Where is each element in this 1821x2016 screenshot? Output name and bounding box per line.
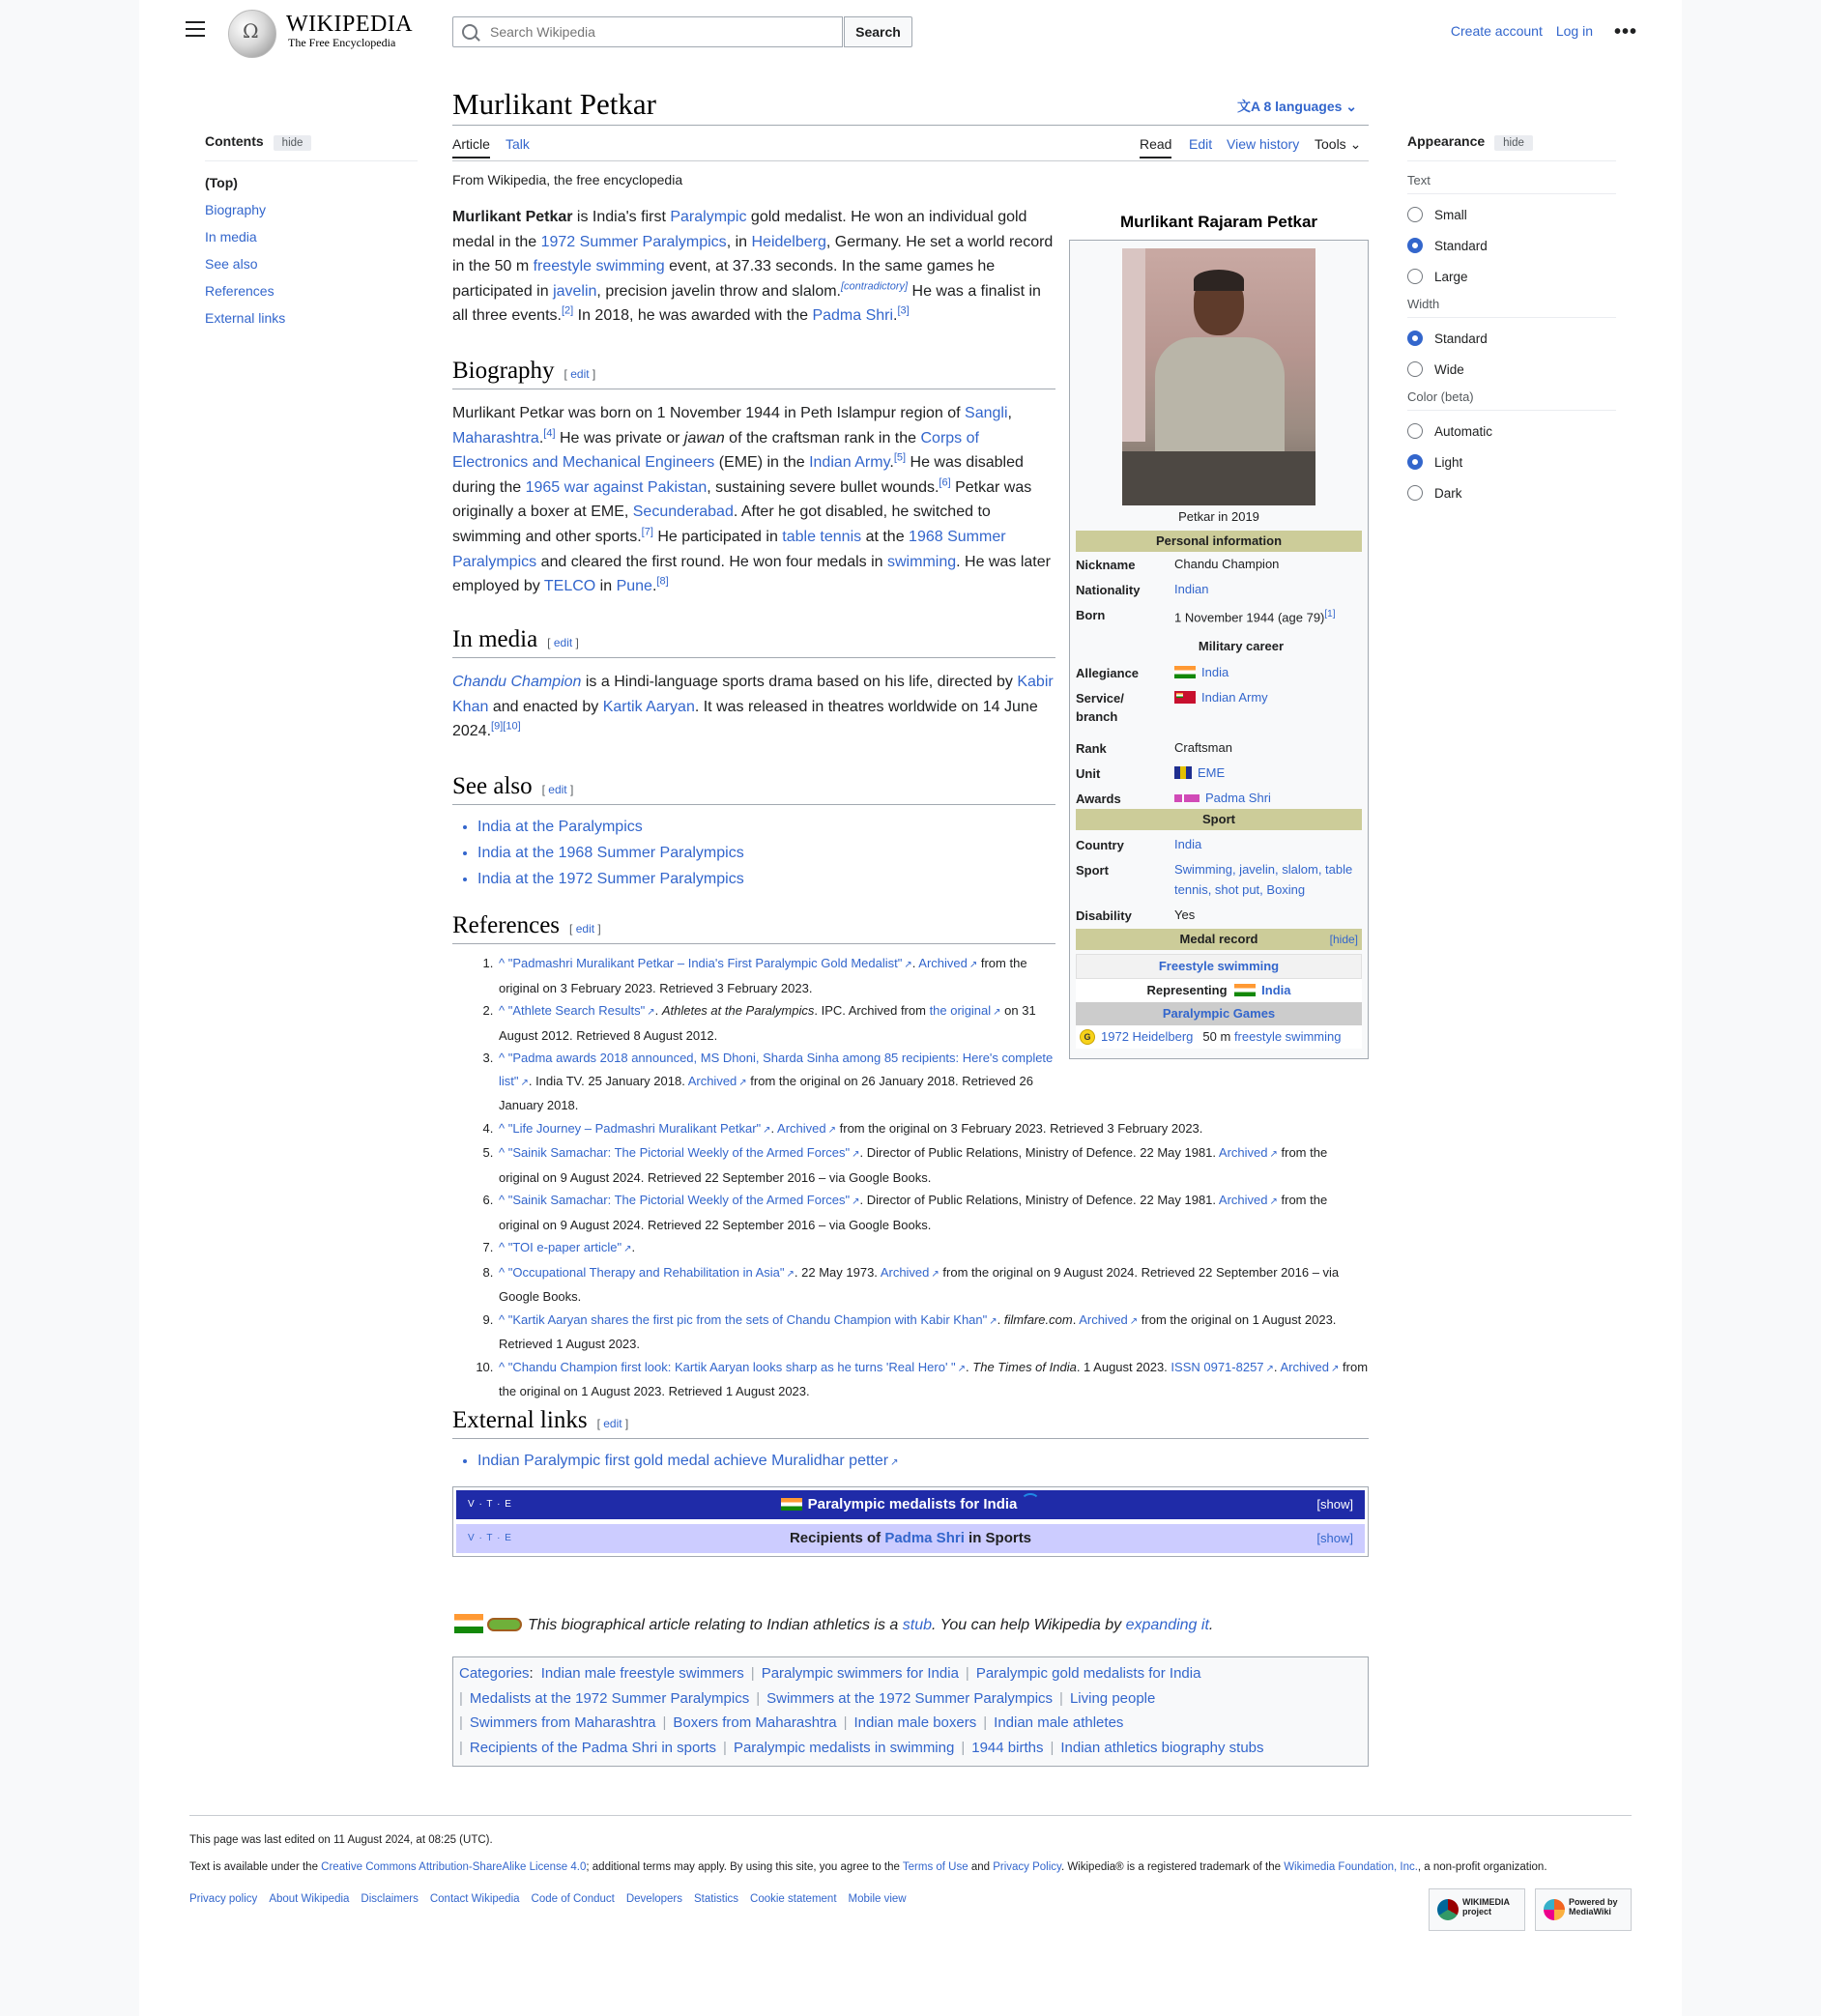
label-unit: Unit [1076,766,1101,781]
link-telco[interactable]: TELCO [543,578,596,595]
text-size-label: Text [1407,161,1616,194]
infobox-header-sport: Sport [1076,809,1362,830]
color-automatic-radio[interactable]: Automatic [1407,417,1616,447]
value-allegiance [1174,662,1364,682]
category-link[interactable]: Paralympic swimmers for India [761,1665,959,1682]
edit-section-link[interactable]: [ edit ] [596,1417,629,1430]
label-disability: Disability [1076,908,1132,923]
infobox [1069,240,1369,1059]
reference-item: 9. ^ "Kartik Aaryan shares the first pic from the sets of Chandu Champion with Kabir Khan" ↗ . filmfare.com. Archived ↗ from the original on 1 August 2023. Retrieved 1 August 2023. [497,1309,1369,1356]
text-size-large-radio[interactable]: Large [1407,262,1616,293]
external-links-list [452,1448,1055,1476]
reference-item: 7. ^ "TOI e-paper article" ↗ . [497,1236,1369,1261]
external-link[interactable]: Indian Paralympic first gold medal achieve Muralidhar petter ↗ [477,1453,898,1469]
color-label: Color (beta) [1407,386,1616,411]
value-country[interactable]: India [1174,837,1202,851]
footer-divider [189,1815,1632,1816]
reference-item: 10. ^ "Chandu Champion first look: Kartik Aaryan looks sharp as he turns 'Real Hero' " ↗ . The Times of India. 1 August 2023. ISSN 0971-8257 ↗ . Archived ↗ from the original on 1 August 2023. Retrieved 1 August 2023. [497,1356,1369,1403]
biography-paragraph: Murlikant Petkar was born on 1 November 1944 in Peth Islampur region of Sangli, Maharashtra.[4] He was private or jawan of the craftsman rank in the Corps of Electronics and Mechanical Engineers (EME) in the Indian Army.[5] He was disabled during the 1965 war against Pakistan, sustaining severe bullet wounds.[6] Petkar was originally a boxer at EME, Secunderabad. After he got disabled, he switched to swimming and other sports.[7] He participated in table tennis at the 1968 Summer Paralympics and cleared the first round. He won four medals in swimming. He was later employed by TELCO in Pune.[8] [452,405,1051,595]
toc-hide-button[interactable]: hide [274,135,312,151]
lead-paragraph: Murlikant Petkar is India's first Paralympic gold medalist. He won an individual gold medal in the 1972 Summer Paralympics, in Heidelberg, Germany. He set a world record in the 50 m freestyle swimming event, at 37.33 seconds. In the same games he participated in javelin, precision javelin throw and slalom.[contradictory] He was a finalist in all three events.[2] In 2018, he was awarded with the Padma Shri.[3] [452,209,1054,325]
label-nickname: Nickname [1076,558,1136,572]
footer-links [189,1893,918,1905]
tab-talk[interactable]: Talk [506,136,530,152]
footer-link-privacy[interactable]: Privacy policy [189,1893,258,1905]
heading-text: Biography [452,358,555,384]
category-link[interactable]: Swimmers at the 1972 Summer Paralympics [766,1689,1054,1707]
toc-item-references[interactable]: References [205,283,275,299]
navbox-title-link[interactable]: Padma Shri [884,1530,965,1546]
link-sangli[interactable]: Sangli [965,405,1008,421]
link-swimming[interactable]: swimming [887,553,957,570]
link-chandu-champion[interactable]: Chandu Champion [452,674,582,690]
medal-record-hide-toggle[interactable]: [hide] [1329,933,1358,946]
navbox-container [452,1486,1369,1557]
stub-link[interactable]: stub [902,1617,933,1633]
value-service-branch [1174,687,1364,707]
toc-item-biography[interactable]: Biography [205,202,267,217]
padma-shri-ribbon-icon [1174,794,1200,802]
edit-section-link[interactable]: [ edit ] [564,367,596,381]
wikipedia-globe-logo[interactable] [228,10,276,58]
medal-event-link[interactable]: 1972 Heidelberg [1101,1029,1194,1044]
reference-item: 3. ^ "Padma awards 2018 announced, MS Dhoni, Sharda Sinha among 85 recipients: Here's complete list" ↗ . India TV. 25 January 2018. Archived ↗ from the original on 26 January 2018. Retrieved 26 January 2018. [497,1047,1055,1117]
value-awards [1174,788,1364,808]
link-maharashtra[interactable]: Maharashtra [452,429,539,446]
infobox-header-personal: Personal information [1076,531,1362,552]
medal-event-text: 50 m [1202,1029,1231,1044]
reference-item: 6. ^ "Sainik Samachar: The Pictorial Weekly of the Armed Forces" ↗ . Director of Public Relations, Ministry of Defence. 22 May 1981. Archived ↗ from the original on 9 August 2024. Retrieved 22 September 2016 – via Google Books. [497,1189,1369,1236]
category-link[interactable]: Medalists at the 1972 Summer Paralympics [469,1689,750,1707]
link-corps-eme[interactable]: Corps of Electronics and Mechanical Engineers [452,429,979,472]
tab-read[interactable]: Read [1140,136,1171,158]
see-also-link[interactable]: India at the 1968 Summer Paralympics [477,845,744,861]
see-also-list [452,814,1055,892]
india-flag-icon [1174,666,1196,678]
category-link[interactable]: Indian male boxers [853,1714,977,1732]
link-table-tennis[interactable]: table tennis [782,528,862,545]
navbox-padma-shri-sports[interactable] [456,1524,1365,1553]
mediawiki-logo-icon [1544,1899,1565,1920]
indian-army-flag-icon [1174,691,1196,704]
agitos-icon [1021,1493,1040,1511]
value-rank: Craftsman [1174,740,1232,755]
category-link[interactable]: Swimmers from Maharashtra [469,1714,656,1732]
search-field[interactable] [452,16,843,47]
width-wide-radio[interactable]: Wide [1407,355,1616,386]
medal-row-freestyle[interactable]: Freestyle swimming [1076,954,1362,979]
terms-link[interactable]: Terms of Use [902,1861,968,1873]
reference-item: 5. ^ "Sainik Samachar: The Pictorial Weekly of the Armed Forces" ↗ . Director of Public Relations, Ministry of Defence. 22 May 1981. Archived ↗ from the original on 9 August 2024. Retrieved 22 September 2016 – via Google Books. [497,1141,1369,1189]
link-1965-war[interactable]: 1965 war against Pakistan [525,478,708,496]
translate-icon: 文A [1237,99,1260,114]
expanding-it-link[interactable]: expanding it [1125,1617,1209,1633]
edit-label[interactable]: edit [575,922,595,936]
appearance-title: Appearance [1407,133,1486,149]
photo-caption: Petkar in 2019 [1178,509,1259,524]
india-athletics-stub-icon [454,1612,524,1635]
search-button[interactable]: Search [844,16,912,47]
chevron-down-icon: ⌄ [1345,99,1358,114]
toc-item-see-also[interactable]: See also [205,256,258,272]
in-media-paragraph: Chandu Champion is a Hindi-language sports drama based on his life, directed by Kabir Khan and enacted by Kartik Aaryan. It was released in theatres worldwide on 14 June 2024.[9][10] [452,674,1054,740]
medal-row-representing [1076,979,1362,1002]
value-born: 1 November 1944 (age 79)[1] [1174,609,1336,625]
reference-item: 2. ^ "Athlete Search Results" ↗ . Athletes at the Paralympics. IPC. Archived from the original ↗ on 31 August 2012. Retrieved 8 August 2012. [497,999,1055,1047]
category-link[interactable]: Paralympic medalists in swimming [733,1739,955,1756]
section-heading-external-links [452,1407,1369,1439]
wikimedia-project-badge[interactable]: WIKIMEDIA project [1429,1888,1525,1931]
navbox-title-pre: Recipients of [789,1530,885,1546]
label-rank: Rank [1076,741,1107,756]
link-paralympic[interactable]: Paralympic [670,209,747,225]
link-heidelberg[interactable]: Heidelberg [751,233,826,250]
infobox-title: Murlikant Rajaram Petkar [1119,213,1318,231]
tab-edit[interactable]: Edit [1189,136,1213,152]
wmf-link[interactable]: Wikimedia Foundation, Inc. [1284,1861,1418,1873]
footer-link-contact[interactable]: Contact Wikipedia [429,1893,520,1905]
personal-tools [1437,23,1593,39]
edit-label[interactable]: edit [548,783,567,796]
color-dark-radio[interactable]: Dark [1407,478,1616,509]
medal-record-table [1076,954,1362,1049]
value-nationality[interactable]: Indian [1174,582,1209,596]
powered-by-mediawiki-badge[interactable]: Powered by MediaWiki [1535,1888,1632,1931]
privacy-link[interactable]: Privacy Policy [993,1861,1061,1873]
navbox-show-toggle[interactable]: [show] [1316,1497,1353,1512]
category-link[interactable]: Paralympic gold medalists for India [975,1665,1201,1682]
military-career-heading: Military career [1198,639,1285,653]
appearance-hide-button[interactable]: hide [1494,135,1533,151]
representing-label: Representing [1146,983,1228,997]
vte-links[interactable]: V · T · E [468,1499,512,1510]
link-pune[interactable]: Pune [616,578,652,595]
edit-label[interactable]: edit [570,367,590,381]
reference-item: 1. ^ "Padmashri Muralikant Petkar – India's First Paralympic Gold Medalist" ↗ . Archived ↗ from the original on 3 February 2023. Retrieved 3 February 2023. [497,952,1055,999]
appearance-panel [1407,133,1616,509]
label-nationality: Nationality [1076,583,1141,597]
value-unit [1174,763,1364,783]
medal-sport-link[interactable]: freestyle swimming [1233,1029,1342,1044]
footer-link-mobile-view[interactable]: Mobile view [848,1893,907,1905]
chevron-down-icon: ⌄ [1349,136,1362,152]
search-icon [462,24,477,40]
toc-item-external-links[interactable]: External links [205,310,286,326]
allegiance-link[interactable]: India [1201,665,1229,679]
navbox-title-post: in Sports [964,1530,1032,1546]
footer-link-disclaimers[interactable]: Disclaimers [361,1893,419,1905]
language-count: 8 languages [1263,99,1343,114]
last-edited: This page was last edited on 11 August 2024, at 08:25 (UTC). [189,1834,493,1846]
heading-text: In media [452,626,538,652]
categories-label[interactable]: Categories [459,1665,530,1682]
list-item[interactable] [477,840,1055,866]
toc-item-top[interactable]: (Top) [205,175,238,190]
stub-text: . [1208,1617,1214,1633]
medal-row-paralympic-games[interactable]: Paralympic Games [1076,1002,1362,1025]
link-padma-shri[interactable]: Padma Shri [812,307,894,325]
categories-box: Categories: Indian male freestyle swimmers | Paralympic swimmers for India | Paralympic gold medalists for India | Medalists at the 1972 Summer Paralympics | Swimmers at the 1972 Summer Paralympics | Living people | Swimmers from Maharashtra | Boxers from Maharashtra | Indian male boxers | Indian male athletes | Recipients of the Padma Shri in sports | Paralympic medalists in swimming | 1944 births | Indian athletics biography stubs [452,1656,1369,1767]
edit-section-link[interactable]: [ edit ] [541,783,574,796]
link-indian-army[interactable]: Indian Army [809,454,890,472]
reference-item: 4. ^ "Life Journey – Padmashri Muralikant Petkar" ↗ . Archived ↗ from the original on 3 February 2023. Retrieved 3 February 2023. [497,1117,1369,1142]
language-button[interactable] [1237,97,1357,116]
label-allegiance: Allegiance [1076,666,1140,680]
born-text: 1 November 1944 (age 79) [1174,610,1325,625]
footer-link-code-of-conduct[interactable]: Code of Conduct [531,1893,615,1905]
category-link[interactable]: Indian male freestyle swimmers [540,1665,744,1682]
link-kartik-aaryan[interactable]: Kartik Aaryan [602,698,695,715]
link-javelin[interactable]: javelin [553,282,597,300]
category-link[interactable]: Recipients of the Padma Shri in sports [469,1739,717,1756]
footer-link-about[interactable]: About Wikipedia [269,1893,350,1905]
main-menu-icon[interactable] [186,21,205,39]
site-header [139,0,1682,64]
edit-section-link[interactable]: [ edit ] [547,636,579,649]
see-also-link[interactable]: India at the Paralympics [477,819,643,835]
section-heading-biography [452,358,1055,389]
search-input[interactable] [488,23,830,41]
tab-article[interactable]: Article [452,136,490,158]
category-link[interactable]: Boxers from Maharashtra [673,1714,837,1732]
reference-item: 8. ^ "Occupational Therapy and Rehabilitation in Asia" ↗ . 22 May 1973. Archived ↗ from the original on 9 August 2024. Retrieved 22 September 2016 – via Google Books. [497,1261,1369,1309]
label-sport: Sport [1076,863,1109,878]
navbox-show-toggle[interactable]: [show] [1316,1531,1353,1545]
medal-record-title: Medal record [1179,932,1258,946]
portrait-photo[interactable] [1122,248,1315,505]
table-of-contents [205,133,418,326]
license-link[interactable]: Creative Commons Attribution-ShareAlike License 4.0 [321,1861,587,1873]
list-item[interactable] [477,866,1055,892]
value-sport[interactable]: Swimming, javelin, slalom, table tennis, shot put, Boxing [1174,862,1353,897]
label-awards: Awards [1076,792,1121,806]
log-in-link[interactable]: Log in [1555,23,1593,39]
wikipedia-tagline: The Free Encyclopedia [288,36,396,49]
footer-link-statistics[interactable]: Statistics [694,1893,739,1905]
width-standard-radio[interactable]: Standard [1407,324,1616,355]
value-disability: Yes [1174,907,1196,922]
service-link[interactable]: Indian Army [1201,690,1268,705]
list-item[interactable] [477,814,1055,840]
india-flag-icon [781,1498,802,1511]
stub-text: . You can help Wikipedia by [932,1617,1126,1633]
link-freestyle-swimming[interactable]: freestyle swimming [533,258,665,275]
width-label: Width [1407,293,1616,318]
footer-link-developers[interactable]: Developers [625,1893,683,1905]
heading-text: See also [452,773,533,799]
category-link[interactable]: 1944 births [971,1739,1044,1756]
india-flag-icon [1234,984,1256,996]
title-divider [452,125,1369,126]
section-heading-in-media [452,626,1055,658]
unit-link[interactable]: EME [1198,765,1226,780]
eme-flag-icon [1174,766,1192,779]
heading-text: References [452,912,561,938]
tab-tools[interactable] [1315,136,1361,153]
link-1968-summer-paralympics[interactable]: 1968 Summer Paralympics [452,528,1006,570]
link-secunderabad[interactable]: Secunderabad [632,504,734,521]
site-subtitle: From Wikipedia, the free encyclopedia [452,172,683,187]
toc-item-in-media[interactable]: In media [205,229,257,245]
wikimedia-logo-icon [1437,1899,1459,1920]
awards-link[interactable]: Padma Shri [1205,791,1271,805]
tools-label: Tools [1315,136,1346,152]
vte-links[interactable]: V · T · E [468,1533,512,1543]
license-text: Text is available under the Creative Commons Attribution-ShareAlike License 4.0; additional terms may apply. By using this site, you agree to the Terms of Use and Privacy Policy. Wikipedia® is a registered trademark of the Wikimedia Foundation, Inc., a non-profit organization. [189,1861,1547,1873]
wikipedia-wordmark[interactable]: WIKIPEDIA [286,12,414,37]
category-link[interactable]: Living people [1069,1689,1156,1707]
section-heading-see-also [452,773,1055,805]
link-kabir-khan[interactable]: Kabir Khan [452,674,1054,715]
section-heading-references [452,912,1055,944]
color-light-radio[interactable]: Light [1407,447,1616,478]
label-service-branch: Service/ branch [1076,691,1124,724]
heading-text: External links [452,1407,588,1433]
edit-section-link[interactable]: [ edit ] [569,922,601,936]
footer-link-cookie[interactable]: Cookie statement [750,1893,837,1905]
page-title: Murlikant Petkar [452,87,656,121]
text-size-standard-radio[interactable]: Standard [1407,231,1616,262]
label-country: Country [1076,838,1124,852]
navbox-title: Paralympic medalists for India [807,1496,1018,1512]
see-also-link[interactable]: India at the 1972 Summer Paralympics [477,871,744,887]
tabs-divider [452,160,1369,161]
edit-label[interactable]: edit [603,1417,622,1430]
tab-view-history[interactable]: View history [1227,136,1300,152]
gold-medal-icon: G [1080,1029,1095,1045]
medal-row-gold [1076,1025,1362,1049]
category-link[interactable]: Indian athletics biography stubs [1060,1739,1264,1756]
toc-title: Contents [205,133,264,149]
label-born: Born [1076,608,1106,622]
stub-notice [454,1612,1213,1635]
representing-link[interactable]: India [1261,983,1291,997]
infobox-header-medal-record [1076,929,1362,950]
text-size-small-radio[interactable]: Small [1407,200,1616,231]
link-1972-summer-paralympics[interactable]: 1972 Summer Paralympics [540,233,727,250]
ellipsis-icon[interactable]: ••• [1613,21,1637,43]
create-account-link[interactable]: Create account [1450,23,1543,39]
value-nickname: Chandu Champion [1174,557,1280,571]
stub-text: This biographical article relating to Indian athletics is a [528,1617,903,1633]
category-link[interactable]: Indian male athletes [994,1714,1124,1732]
edit-label[interactable]: edit [553,636,573,649]
navbox-paralympic-medalists[interactable] [456,1490,1365,1519]
list-item[interactable] [477,1448,1055,1476]
